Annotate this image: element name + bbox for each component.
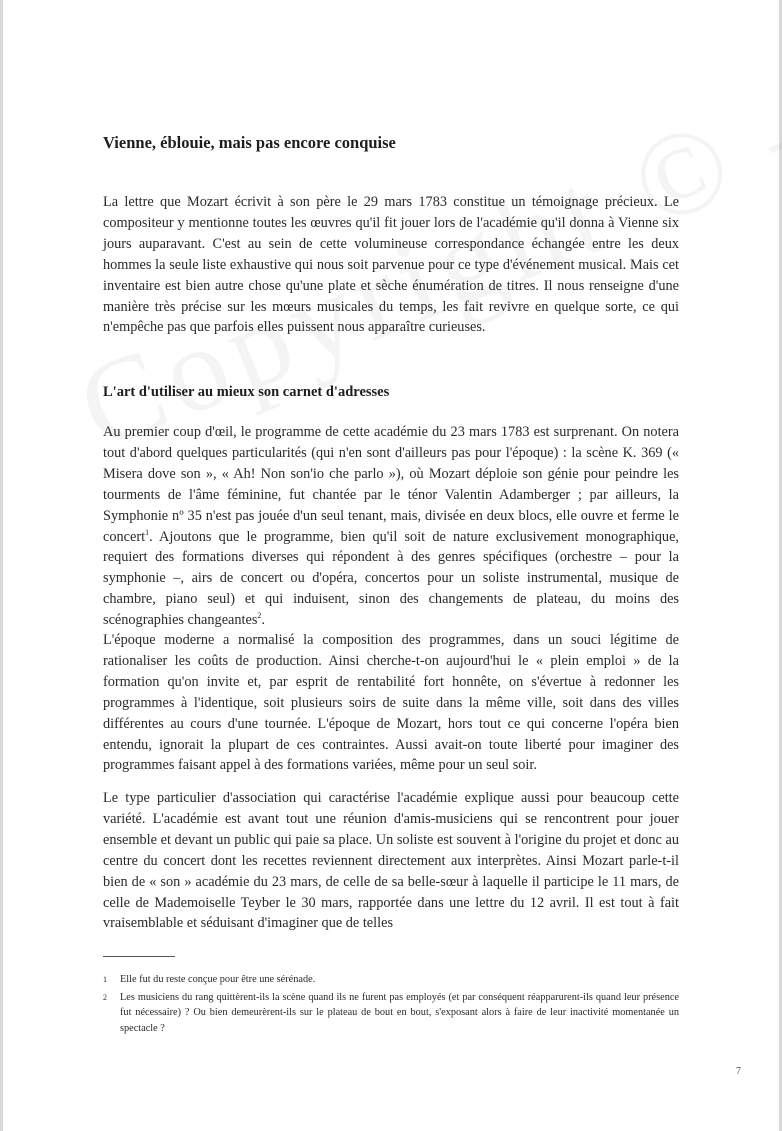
- footnote-ref-1[interactable]: 1: [145, 527, 150, 537]
- section-title: Vienne, éblouie, mais pas encore conquise: [103, 133, 396, 152]
- footnote-number: 1: [103, 975, 107, 984]
- footnotes: [103, 972, 679, 1036]
- footnote-2: [103, 990, 679, 1037]
- scan-edge-left: [0, 0, 3, 1131]
- footnote-ref-2[interactable]: 2: [257, 611, 262, 621]
- paragraph-2-part-3: .: [261, 612, 265, 629]
- footnote-text: Les musiciens du rang quittèrent-ils la scène quand ils ne furent pas employés (et par conséquent réapparurent-ils quand leur présence fut nécessaire) ? Ou bien demeurèrent-ils sur le plateau de bout en bout, s'exposant alors à faire de leur inactivité momentanée un spectacle ?: [120, 991, 679, 1034]
- paragraph-2-part-2: . Ajoutons que le programme, bien qu'il soit de nature exclusivement monographique, requiert des formations diverses qui répondent à des genres spécifiques (orchestre – pour la symphonie –, airs de concert ou d'opéra, concertos pour un soliste instrumental, musique de chambre, piano seul) et qui induisent, sinon des changements de plateau, du moins des scénographies changeantes: [103, 528, 679, 629]
- footnote-number: 2: [103, 992, 107, 1002]
- footnote-1: [103, 972, 679, 988]
- footnote-text: Elle fut du reste conçue pour être une sérénade.: [120, 974, 316, 985]
- paragraph-4: Le type particulier d'association qui caractérise l'académie explique aussi pour beaucoup cette variété. L'académie est avant tout une réunion d'amis-musiciens qui se rencontrent pour jouer ensemble et devant un public qui paie sa place. Un soliste est souvent à l'origine du projet et donc au centre du concert dont les recettes reviennent directement aux interprètes. Ainsi Mozart parle-t-il bien de « son » académie du 23 mars, de celle de sa belle-sœur à laquelle il participe le 11 mars, de celle de Mademoiselle Teyber le 30 mars, rapportée dans une lettre du 12 avril. Il est tout à fait vraisemblable et séduisant d'imaginer que de telles: [103, 790, 679, 932]
- page-number: 7: [736, 1066, 741, 1077]
- footnote-separator: [103, 956, 175, 957]
- paragraph-1: La lettre que Mozart écrivit à son père le 29 mars 1783 constitue un témoignage précieux. Le compositeur y mentionne toutes les œuvres qu'il fit jouer lors de l'académie qu'il donna à Vienne six jours auparavant. C'est au sein de cette volumineuse correspondance échangée entre les deux hommes la seule liste exhaustive qui nous soit parvenue pour ce type d'événement musical. Mais cet inventaire est bien autre chose qu'une plate et sèche énumération de titres. Il nous renseigne d'une manière très précise sur les mœurs musicales du temps, les fait revivre en quelque sorte, ce qui n'empêche pas que parfois elles puissent nous apparaître curieuses.: [103, 194, 679, 336]
- paragraph-2-part-1: Au premier coup d'œil, le programme de cette académie du 23 mars 1783 est surprenant. On notera tout d'abord quelques particularités (qui n'en sont d'ailleurs pas pour l'époque) : la scène K. 369 (« Misera dove son », « Ah! Non son'io che parlo »), où Mozart déploie son génie pour peindre les tourments de l'âme féminine, fut chantée par le ténor Valentin Adamberger ; par ailleurs, la Symphonie nº 35 n'est pas jouée d'un seul tenant, mais, divisée en deux blocs, elle ouvre et ferme le concert: [103, 424, 679, 545]
- paragraph-2: [103, 422, 679, 631]
- subsection-title: L'art d'utiliser au mieux son carnet d'adresses: [103, 384, 390, 400]
- paragraph-3: L'époque moderne a normalisé la composition des programmes, dans un souci légitime de rationaliser les coûts de production. Ainsi cherche-t-on aujourd'hui le « plein emploi » de la formation qu'on invite et, par esprit de rentabilité fort honnête, on s'évertue à redonner les programmes à l'identique, soit plusieurs soirs de suite dans la même ville, soit dans des villes différentes au cours d'une tournée. L'époque de Mozart, hors tout ce qui concerne l'opéra bien entendu, ignorait la plupart de ces contraintes. Aussi avait-on toute liberté pour imaginer des programmes faisant appel à des formations variées, même pour un seul soir.: [103, 632, 679, 774]
